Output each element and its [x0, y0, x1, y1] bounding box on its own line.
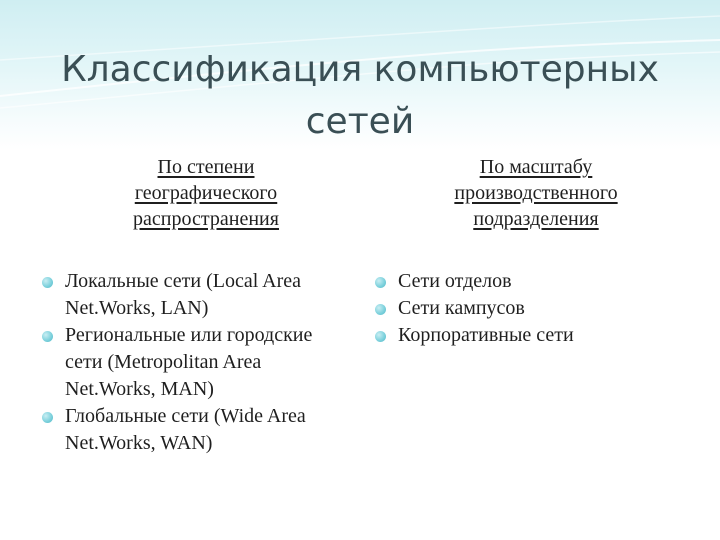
heading-text: географического	[134, 182, 278, 204]
list-item-text: Глобальные сети (Wide Area Net.Works, WAN)	[65, 405, 306, 454]
bullet-list-geographic	[42, 268, 342, 457]
slide-title: Классификация компьютерных сетей	[61, 49, 659, 142]
round-bullet-icon	[42, 277, 53, 288]
heading-text: По масштабу	[479, 156, 593, 178]
list-item-text: Корпоративные сети	[398, 324, 574, 346]
column-heading-geographic	[70, 154, 342, 232]
heading-line	[400, 206, 672, 232]
heading-text: По степени	[157, 156, 255, 178]
list-item-text: Региональные или городские сети (Metropolitan Area Net.Works, MAN)	[65, 324, 313, 400]
round-bullet-icon	[42, 412, 53, 423]
list-item	[375, 295, 695, 322]
heading-line	[70, 154, 342, 180]
round-bullet-icon	[375, 331, 386, 342]
bullet-list-scale	[375, 268, 695, 349]
list-item-text: Локальные сети (Local Area Net.Works, LAN)	[65, 270, 302, 319]
list-item-text: Сети кампусов	[398, 297, 525, 319]
list-item	[42, 403, 342, 457]
list-item	[42, 322, 342, 403]
heading-line	[70, 206, 342, 232]
heading-line	[400, 154, 672, 180]
column-heading-scale	[400, 154, 672, 232]
round-bullet-icon	[375, 277, 386, 288]
round-bullet-icon	[42, 331, 53, 342]
heading-line	[70, 180, 342, 206]
heading-text: подразделения	[473, 208, 599, 230]
list-item	[375, 268, 695, 295]
round-bullet-icon	[375, 304, 386, 315]
list-item	[42, 268, 342, 322]
heading-text: производственного	[454, 182, 618, 204]
heading-text: распространения	[133, 208, 279, 230]
list-item-text: Сети отделов	[398, 270, 512, 292]
list-item	[375, 322, 695, 349]
heading-line	[400, 180, 672, 206]
